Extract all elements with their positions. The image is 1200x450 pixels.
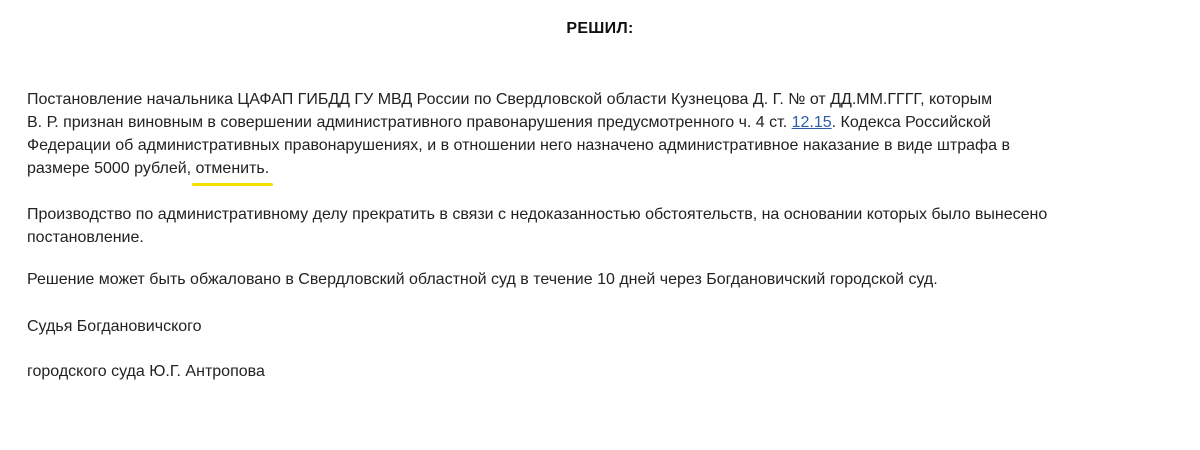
- text-line: постановление.: [27, 229, 144, 246]
- decision-heading: РЕШИЛ:: [566, 20, 634, 37]
- paragraph-appeal: Решение может быть обжаловано в Свердловский областной суд в течение 10 дней через Богдановичский городской суд.: [27, 271, 938, 288]
- highlighted-text: отменить.: [196, 157, 270, 180]
- article-link[interactable]: 12.15: [791, 114, 832, 131]
- text-line: Постановление начальника ЦАФАП ГИБДД ГУ МВД России по Свердловской области Кузнецова Д. Г. № от ДД.ММ.ГГГГ, которым: [27, 91, 993, 108]
- judge-signature-name: городского суда Ю.Г. Антропова: [27, 363, 265, 380]
- text-line: Производство по административному делу прекратить в связи с недоказанностью обстоятельств, на основании которых было вынесено: [27, 206, 1048, 223]
- text-line: Федерации об административных правонарушениях, и в отношении него назначено административное наказание в виде штрафа в: [27, 137, 1011, 154]
- text-line: размере 5000 рублей,: [27, 160, 192, 177]
- judge-signature-title: Судья Богдановичского: [27, 318, 202, 335]
- text-line: В. Р. признан виновным в совершении административного правонарушения предусмотренного ч. 4 ст.: [27, 114, 788, 131]
- paragraph-termination: [27, 203, 1177, 249]
- text-line: . Кодекса Российской: [831, 114, 991, 131]
- paragraph-resolution: [27, 88, 1177, 180]
